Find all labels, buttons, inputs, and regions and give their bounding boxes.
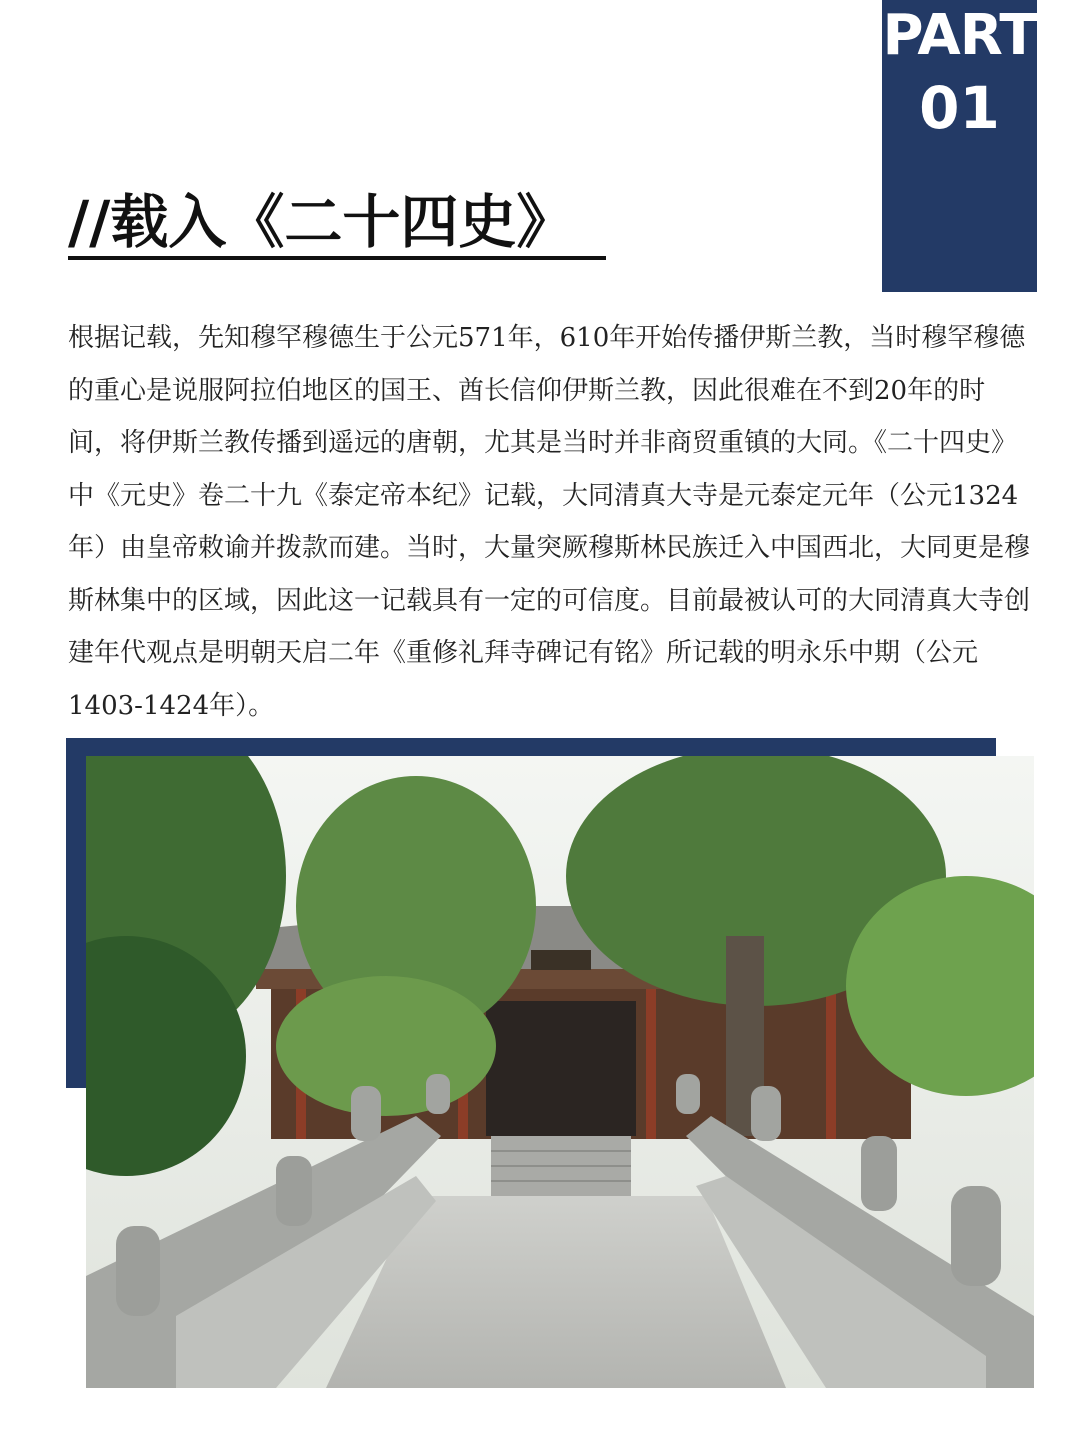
mosque-photo-illustration [86, 756, 1034, 1388]
title-underline [68, 256, 606, 260]
section-title: //载入《二十四史》 [68, 188, 575, 256]
part-label: PART [882, 3, 1037, 68]
body-paragraph: 根据记载，先知穆罕穆德生于公元571年，610年开始传播伊斯兰教，当时穆罕穆德的重心是说服阿拉伯地区的国王、酋长信仰伊斯兰教，因此很难在不到20年的时间，将伊斯兰教传播到遥远的唐朝，尤其是当时并非商贸重镇的大同。《二十四史》中《元史》卷二十九《泰定帝本纪》记载，大同清真大寺是元泰定元年（公元1324年）由皇帝敕谕并拨款而建。当时，大量突厥穆斯林民族迁入中国西北，大同更是穆斯林集中的区域，因此这一记载具有一定的可信度。目前最被认可的大同清真大寺创建年代观点是明朝天启二年《重修礼拜寺碑记有铭》所记载的明永乐中期（公元1403-1424年）。 [68, 323, 1031, 721]
part-number: 01 [919, 74, 1000, 142]
mosque-photo [86, 756, 1034, 1388]
part-badge [882, 0, 1037, 292]
